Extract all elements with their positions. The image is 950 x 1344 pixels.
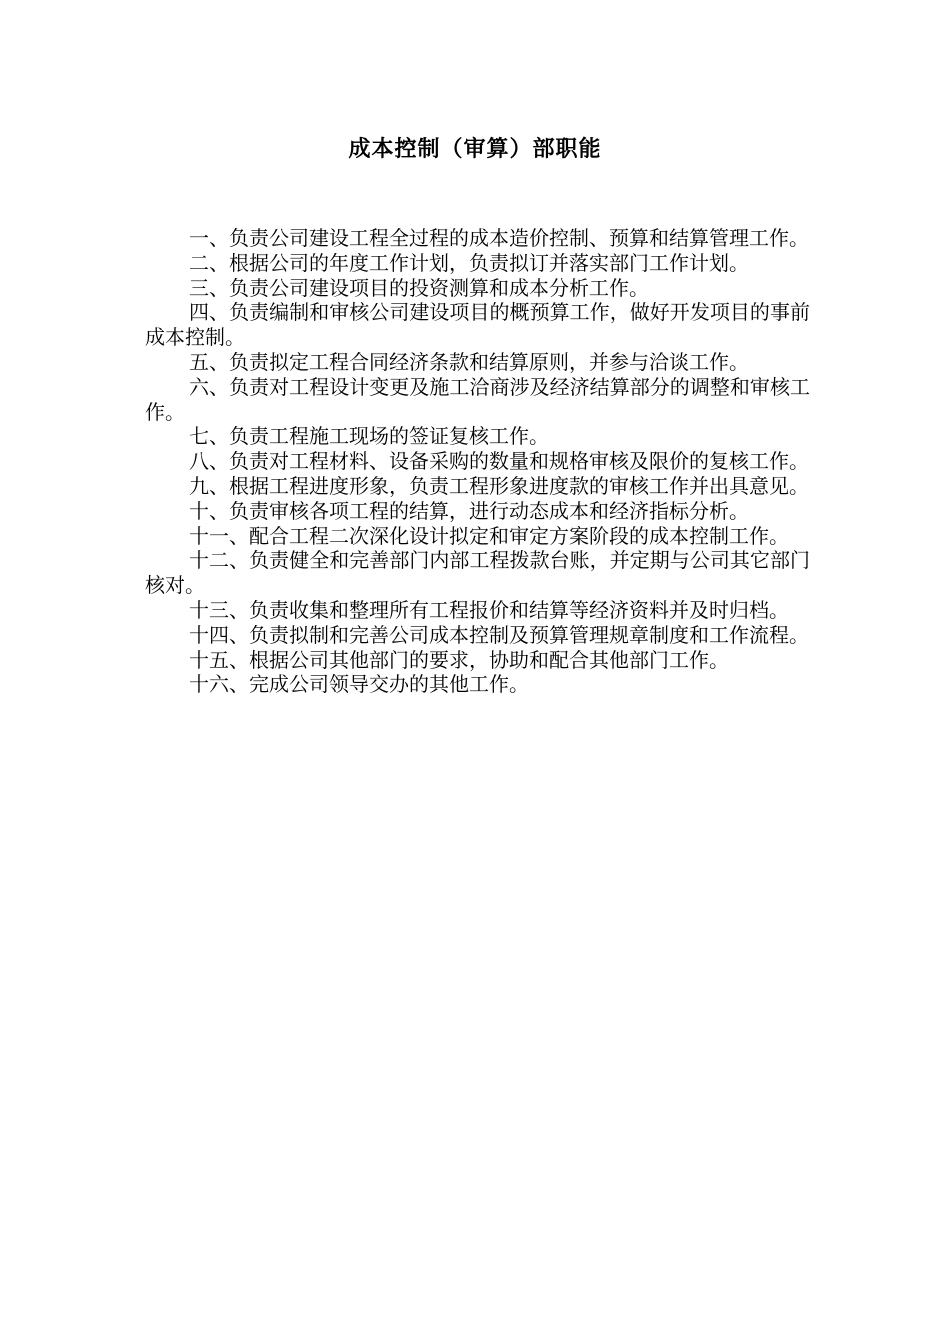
duty-item-13: 十三、负责收集和整理所有工程报价和结算等经济资料并及时归档。 <box>189 597 789 622</box>
duty-item-12: 十二、负责健全和完善部门内部工程拨款台账，并定期与公司其它部门核对。 <box>145 548 810 598</box>
duty-item-16: 十六、完成公司领导交办的其他工作。 <box>189 672 529 697</box>
duty-item-15: 十五、根据公司其他部门的要求，协助和配合其他部门工作。 <box>189 647 729 672</box>
duty-list <box>145 226 810 697</box>
duty-item-10: 十、负责审核各项工程的结算，进行动态成本和经济指标分析。 <box>189 498 749 523</box>
duty-item-2: 二、根据公司的年度工作计划，负责拟订并落实部门工作计划。 <box>189 250 749 275</box>
duty-item-4: 四、负责编制和审核公司建设项目的概预算工作，做好开发项目的事前成本控制。 <box>145 300 810 350</box>
duty-item-14: 十四、负责拟制和完善公司成本控制及预算管理规章制度和工作流程。 <box>189 622 809 647</box>
duty-item-7: 七、负责工程施工现场的签证复核工作。 <box>189 424 549 449</box>
duty-item-1: 一、负责公司建设工程全过程的成本造价控制、预算和结算管理工作。 <box>189 226 809 250</box>
duty-item-3: 三、负责公司建设项目的投资测算和成本分析工作。 <box>189 275 649 300</box>
duty-item-9: 九、根据工程进度形象，负责工程形象进度款的审核工作并出具意见。 <box>189 473 809 498</box>
duty-item-8: 八、负责对工程材料、设备采购的数量和规格审核及限价的复核工作。 <box>189 449 809 474</box>
duty-item-6: 六、负责对工程设计变更及施工洽商涉及经济结算部分的调整和审核工作。 <box>145 374 810 424</box>
duty-item-5: 五、负责拟定工程合同经济条款和结算原则，并参与洽谈工作。 <box>189 349 749 374</box>
duty-item-11: 十一、配合工程二次深化设计拟定和审定方案阶段的成本控制工作。 <box>189 523 789 548</box>
document-title: 成本控制（审算）部职能 <box>348 137 602 162</box>
